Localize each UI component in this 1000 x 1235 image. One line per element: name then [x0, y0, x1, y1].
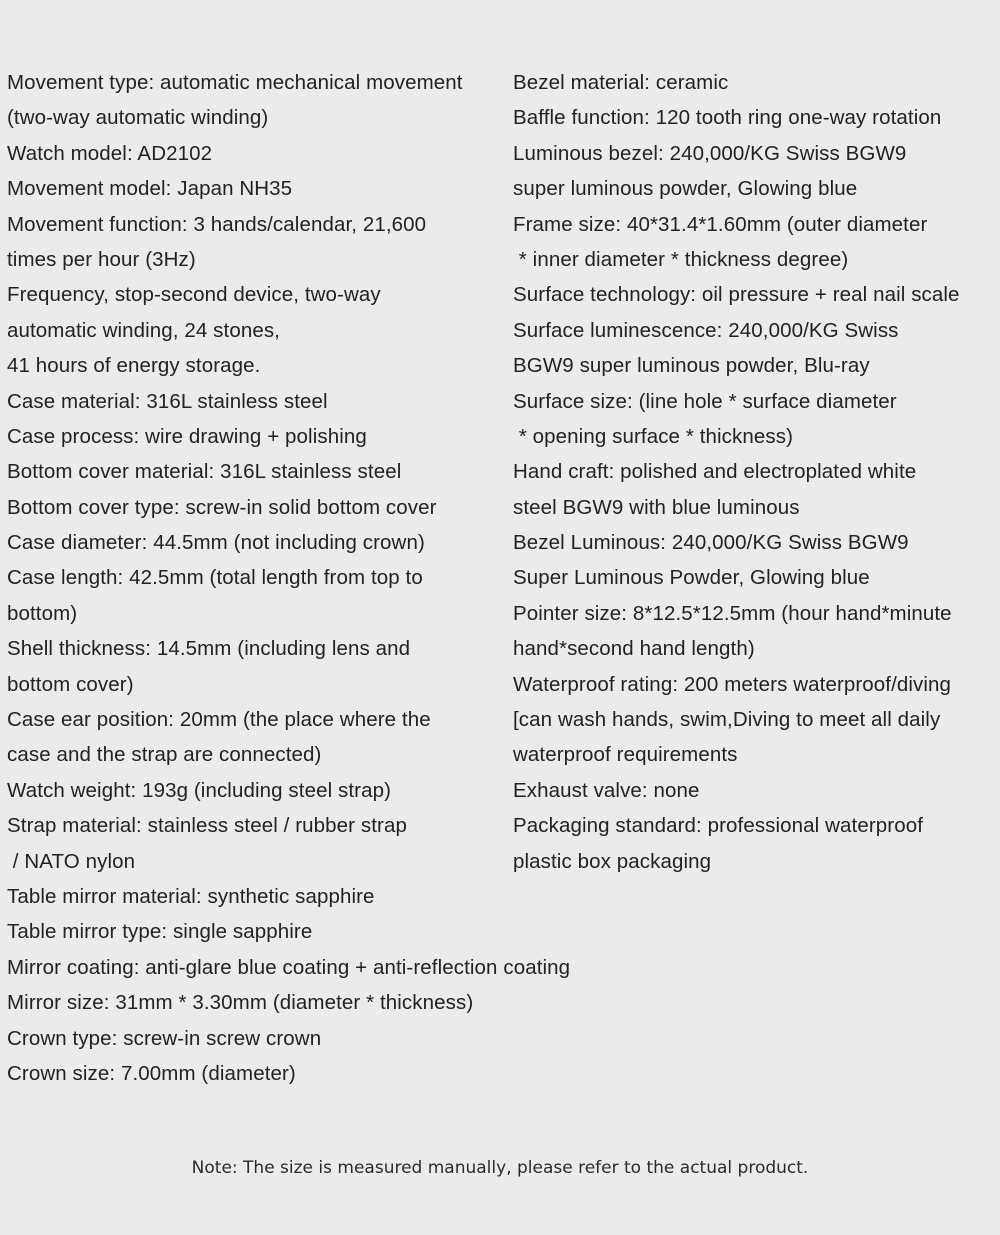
spec-line: Surface luminescence: 240,000/KG Swiss — [513, 318, 899, 342]
spec-line: BGW9 super luminous powder, Blu-ray — [513, 354, 870, 378]
spec-line: Strap material: stainless steel / rubber strap — [7, 814, 407, 838]
spec-column-right — [513, 65, 1000, 879]
spec-line: Case material: 316L stainless steel — [7, 389, 328, 413]
footer-note: Note: The size is measured manually, please refer to the actual product. — [191, 1158, 809, 1178]
spec-line: times per hour (3Hz) — [7, 247, 196, 271]
spec-line: * opening surface * thickness) — [513, 424, 793, 448]
spec-line: (two-way automatic winding) — [7, 106, 269, 130]
spec-line: bottom) — [7, 601, 78, 625]
spec-line: Case process: wire drawing + polishing — [7, 424, 367, 448]
spec-line: * inner diameter * thickness degree) — [513, 247, 849, 271]
spec-line: Pointer size: 8*12.5*12.5mm (hour hand*minute — [513, 601, 952, 625]
spec-line: waterproof requirements — [513, 743, 738, 767]
spec-line: Baffle function: 120 tooth ring one-way rotation — [513, 106, 942, 130]
spec-line: case and the strap are connected) — [7, 743, 322, 767]
spec-line: 41 hours of energy storage. — [7, 354, 261, 378]
spec-line: Crown size: 7.00mm (diameter) — [7, 1061, 296, 1085]
spec-line: Surface technology: oil pressure + real nail scale — [513, 283, 960, 307]
spec-line: hand*second hand length) — [513, 637, 755, 661]
spec-line: Surface size: (line hole * surface diameter — [513, 389, 897, 413]
spec-line: Bezel material: ceramic — [513, 71, 729, 94]
spec-line: Super Luminous Powder, Glowing blue — [513, 566, 870, 590]
spec-line: Bottom cover type: screw-in solid bottom cover — [7, 495, 437, 519]
spec-line: Movement function: 3 hands/calendar, 21,600 — [7, 212, 427, 236]
spec-line: Watch model: AD2102 — [7, 141, 213, 165]
spec-line: Frame size: 40*31.4*1.60mm (outer diameter — [513, 212, 928, 236]
spec-line: Mirror size: 31mm * 3.30mm (diameter * thickness) — [7, 991, 474, 1015]
spec-line: Packaging standard: professional waterproof — [513, 814, 923, 838]
spec-line: [can wash hands, swim,Diving to meet all daily — [513, 708, 941, 732]
spec-line: Bottom cover material: 316L stainless steel — [7, 460, 402, 484]
spec-line: / NATO nylon — [7, 849, 136, 873]
spec-line: Luminous bezel: 240,000/KG Swiss BGW9 — [513, 141, 907, 165]
spec-line: steel BGW9 with blue luminous — [513, 495, 800, 519]
spec-line: bottom cover) — [7, 672, 134, 696]
spec-line: Bezel Luminous: 240,000/KG Swiss BGW9 — [513, 531, 909, 555]
spec-line: automatic winding, 24 stones, — [7, 318, 280, 342]
spec-line: Table mirror type: single sapphire — [7, 920, 313, 944]
spec-line: plastic box packaging — [513, 849, 712, 873]
spec-line: Case diameter: 44.5mm (not including crown) — [7, 531, 425, 555]
spec-line: Case length: 42.5mm (total length from top to — [7, 566, 423, 590]
spec-line: Hand craft: polished and electroplated white — [513, 460, 917, 484]
spec-line: super luminous powder, Glowing blue — [513, 177, 858, 201]
spec-line: Table mirror material: synthetic sapphire — [7, 884, 375, 908]
spec-line: Waterproof rating: 200 meters waterproof/diving — [513, 672, 952, 696]
spec-line: Watch weight: 193g (including steel strap) — [7, 778, 392, 802]
spec-line: Crown type: screw-in screw crown — [7, 1026, 322, 1050]
spec-line: Frequency, stop-second device, two-way — [7, 283, 381, 307]
spec-line: Movement type: automatic mechanical movement — [7, 71, 463, 94]
spec-line: Case ear position: 20mm (the place where the — [7, 708, 431, 732]
spec-line: Movement model: Japan NH35 — [7, 177, 293, 201]
spec-line: Shell thickness: 14.5mm (including lens and — [7, 637, 411, 661]
spec-line: Exhaust valve: none — [513, 778, 700, 802]
spec-line: Mirror coating: anti-glare blue coating + anti-reflection coating — [7, 955, 571, 979]
